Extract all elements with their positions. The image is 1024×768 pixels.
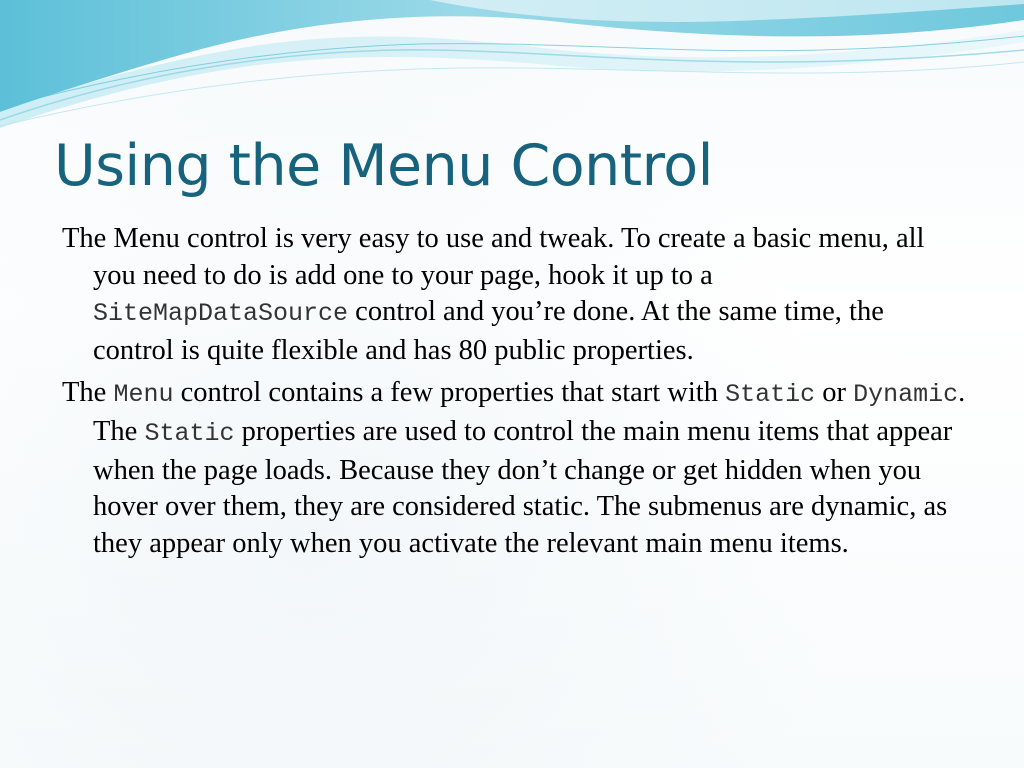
paragraph-2-text-3: or — [815, 377, 854, 409]
code-sitemapdatasource: SiteMapDataSource — [93, 299, 349, 329]
code-static: Static — [725, 380, 816, 410]
code-static-2: Static — [144, 418, 235, 448]
paragraph-2-text-4: . The — [93, 377, 966, 447]
paragraph-1 — [62, 221, 967, 369]
paragraph-2 — [62, 375, 967, 562]
slide-body — [62, 221, 967, 568]
paragraph-2-text-2: control contains a few properties that start with — [173, 377, 726, 409]
paragraph-1-text-1: The Menu control is very easy to use and tweak. To create a basic menu, all you need to do is add one to your page, hook it up to a — [62, 223, 925, 291]
paragraph-1-text-2: control and you’re done. At the same time, the control is quite flexible and has 80 public properties. — [93, 296, 884, 366]
code-menu: Menu — [113, 380, 174, 410]
header-wave-decoration — [0, 0, 1024, 130]
paragraph-2-text-1: The — [62, 377, 114, 409]
paragraph-2-text-5: properties are used to control the main menu items that appear when the page loads. Because they don’t change or get hidden when you hover over them, they are considered static. The submenus are dynamic, as they appear only when you activate the relevant main menu items. — [93, 415, 953, 559]
slide-title: Using the Menu Control — [54, 133, 714, 199]
code-dynamic: Dynamic — [853, 380, 959, 410]
